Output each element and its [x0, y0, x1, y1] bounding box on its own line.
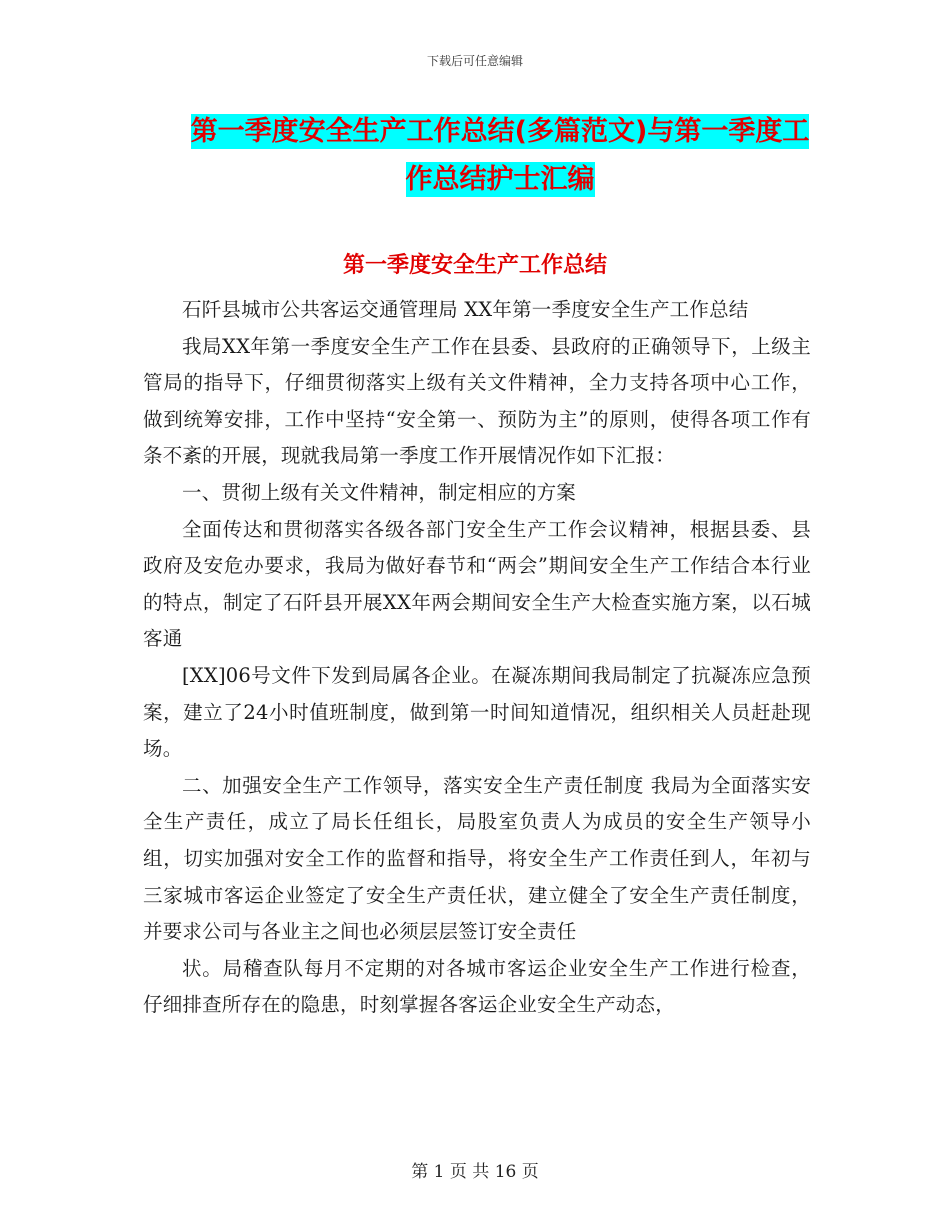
- page-number-footer: 第 1 页 共 16 页: [411, 1162, 539, 1182]
- body-text: [143, 292, 811, 1024]
- paragraph: 我局XX年第一季度安全生产工作在县委、县政府的正确领导下，上级主管局的指导下，仔细贯彻落实上级有关文件精神，全力支持各项中心工作，做到统筹安排，工作中坚持“安全第一、预防为主”的原则，使得各项工作有条不紊的开展，现就我局第一季度工作开展情况作如下汇报：: [143, 334, 811, 468]
- title-line-1: 第一季度安全生产工作总结(多篇范文)与第一季度工: [190, 116, 810, 147]
- title-line-2: 作总结护士汇编: [405, 164, 595, 195]
- paragraph: 二、加强安全生产工作领导，落实安全生产责任制度 我局为全面落实安全生产责任，成立了局长任组长，局股室负责人为成员的安全生产领导小组，切实加强对安全工作的监督和指导，将安全生产工作责任到人，年初与三家城市客运企业签定了安全生产责任状，建立健全了安全生产责任制度，并要求公司与各业主之间也必须层层签订安全责任: [143, 773, 811, 944]
- paragraph: 全面传达和贯彻落实各级各部门安全生产工作会议精神，根据县委、县政府及安危办要求，我局为做好春节和“两会”期间安全生产工作结合本行业的特点，制定了石阡县开展XX年两会期间安全生产大检查实施方案，以石城客通: [143, 517, 811, 651]
- paragraph: 状。局稽查队每月不定期的对各城市客运企业安全生产工作进行检查，仔细排查所存在的隐患，时刻掌握各客运企业安全生产动态，: [143, 956, 811, 1017]
- paragraph: 一、贯彻上级有关文件精神，制定相应的方案: [182, 480, 577, 504]
- paragraph: 石阡县城市公共客运交通管理局 XX年第一季度安全生产工作总结: [182, 298, 749, 321]
- document-title: [190, 108, 810, 204]
- section-heading: 第一季度安全生产工作总结: [342, 253, 607, 278]
- header-note: 下载后可任意编辑: [426, 54, 523, 68]
- paragraph: [XX]06号文件下发到局属各企业。在凝冻期间我局制定了抗凝冻应急预案，建立了24小时值班制度，做到第一时间知道情况，组织相关人员赶赴现场。: [143, 663, 811, 761]
